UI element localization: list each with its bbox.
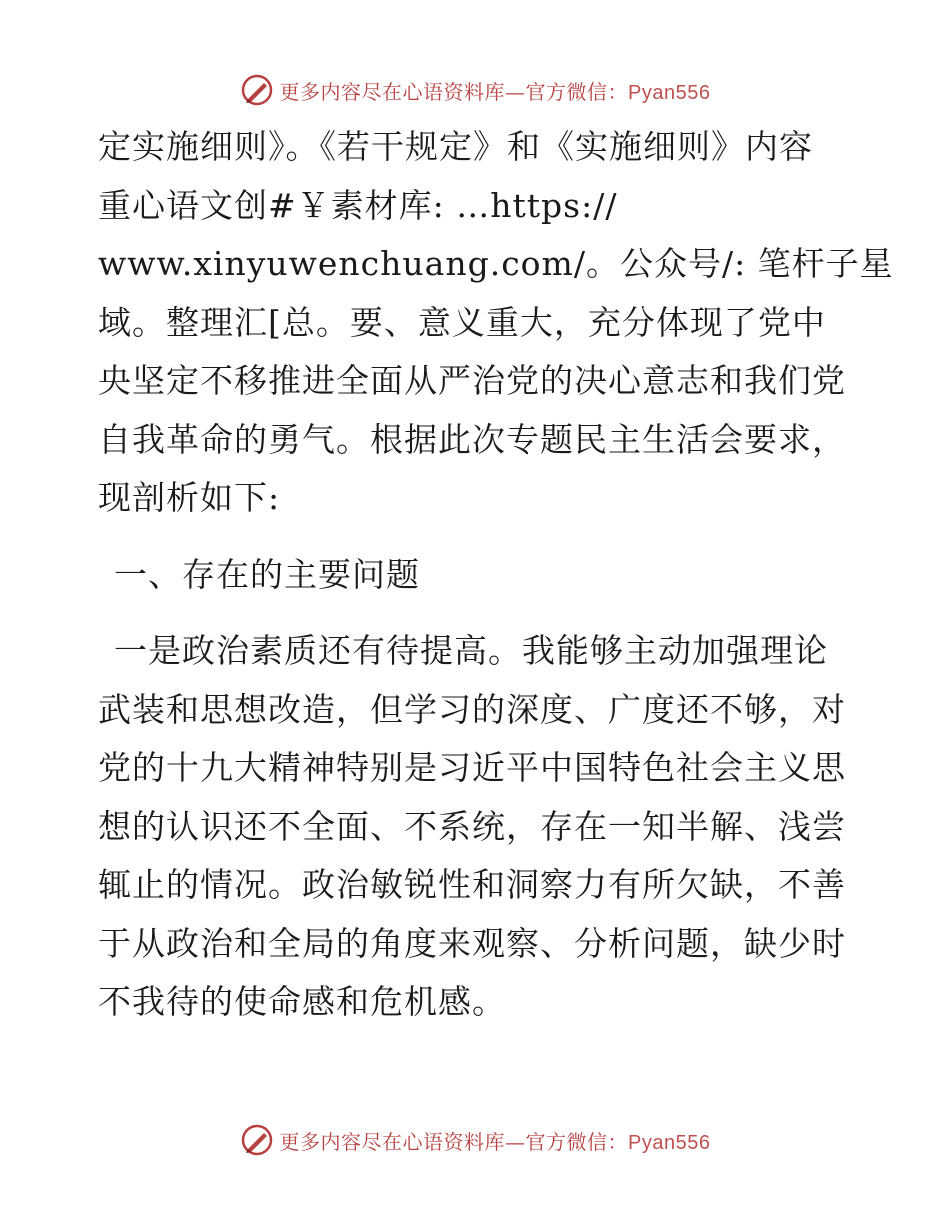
banner-wechat-id: Pyan556 [628,1131,711,1154]
banner-text [280,76,711,105]
text-line: 辄止的情况。政治敏锐性和洞察力有所欠缺，不善 [98,865,846,904]
text-line: www.xinyuwenchuang.com/。公众号/: 笔杆子星 [98,244,894,283]
text-line: 域。整理汇[总。要、意义重大，充分体现了党中 [98,302,826,342]
document-body [98,118,894,1032]
header-banner [0,70,950,110]
text-line: 定实施细则》。《若干规定》和《实施细则》内容 [98,127,813,166]
text-line: 于从政治和全局的角度来观察、分析问题，缺少时 [98,923,846,963]
paragraph-intro [98,118,894,528]
text-line: 党的十九大精神特别是习近平中国特色社会主义思 [98,748,846,787]
text-line: 重心语文创#￥素材库: …https:// [98,185,618,225]
banner-text-cn: 更多内容尽在心语资料库—官方微信： [279,1129,629,1154]
section-heading: 一、存在的主要问题 [114,554,420,594]
banner-text [280,1126,711,1155]
text-line: 央坚定不移推进全面从严治党的决心意志和我们党 [98,361,846,400]
pen-logo-icon [240,1123,274,1157]
text-line: 武装和思想改造，但学习的深度、广度还不够，对 [98,689,846,729]
text-line: 不我待的使命感和危机感。 [98,982,506,1021]
banner-text-cn: 更多内容尽在心语资料库—官方微信： [279,79,629,104]
text-line: 现剖析如下: [98,478,281,517]
text-line: 自我革命的勇气。根据此次专题民主生活会要求， [98,419,846,459]
paragraph-problem-1 [98,622,858,1032]
banner-wechat-id: Pyan556 [628,81,711,104]
footer-banner [0,1120,950,1160]
text-line: 一是政治素质还有待提高。我能够主动加强理论 [114,631,828,670]
text-line: 想的认识还不全面、不系统，存在一知半解、浅尝 [98,806,846,846]
pen-logo-icon [240,73,274,107]
